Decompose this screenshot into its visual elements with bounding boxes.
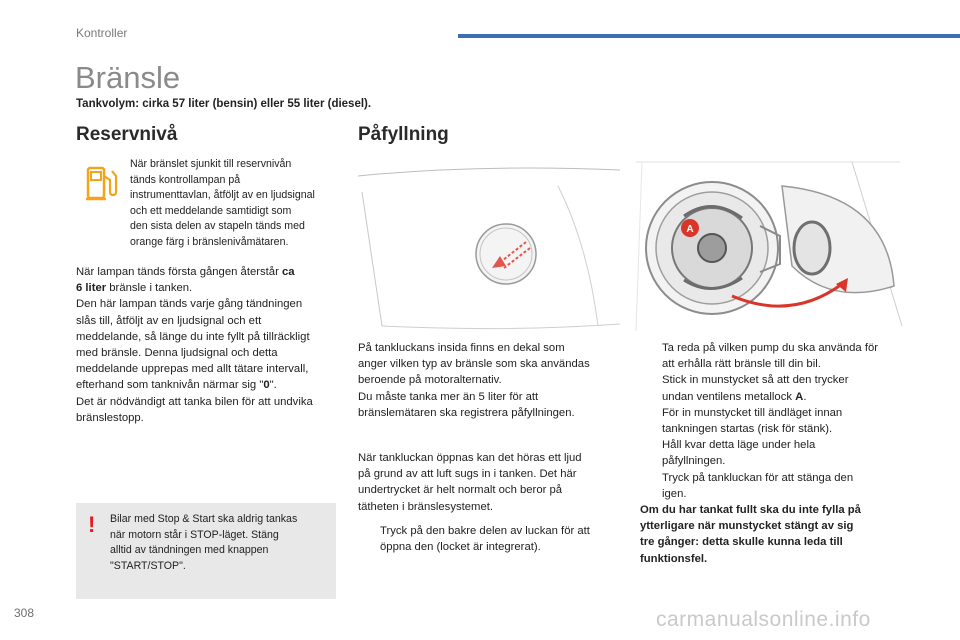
- refill-steps: [640, 340, 912, 567]
- list-item: [358, 523, 620, 555]
- reserve-body: [76, 264, 338, 426]
- tank-volume-subtitle: Tankvolym: cirka 57 liter (bensin) eller 55 liter (diesel).: [76, 98, 372, 110]
- step-2-end: .: [803, 390, 807, 403]
- refill-paragraph-1: På tankluckans insida finns en dekal som anger vilken typ av bränsle som ska användas beroende på motoralternativ. Du måste tanka mer än 5 liter för att bränslemätaren ska registrera påfyllningen.: [358, 342, 590, 419]
- fuel-flap-illustration: [358, 156, 620, 334]
- label-a: A: [686, 224, 694, 235]
- reserve-body-zero: 0: [263, 379, 270, 392]
- list-item: [640, 340, 912, 372]
- list-item: [640, 470, 912, 502]
- step-2-valve-label: A: [795, 390, 804, 403]
- list-item: [640, 372, 912, 404]
- page-title: Bränsle: [75, 60, 181, 95]
- refill-open-text: Tryck på den bakre delen av luckan för att öppna den (locket är integrerat).: [380, 525, 590, 554]
- refill-open-step: [358, 523, 620, 555]
- reserve-heading: Reservnivå: [76, 124, 178, 145]
- section-label: Kontroller: [76, 26, 128, 40]
- step-1-text: Ta reda på vilken pump du ska använda för att erhålla rätt bränsle till din bil.: [662, 342, 879, 371]
- page-number: 308: [14, 606, 35, 620]
- step-5-text: Tryck på tankluckan för att stänga den igen.: [662, 471, 854, 500]
- watermark: carmanualsonline.info: [656, 608, 871, 631]
- reserve-body-pre: När lampan tänds första gången återstår: [76, 266, 282, 278]
- list-item: [640, 405, 912, 437]
- warning-text: Bilar med Stop & Start ska aldrig tankas när motorn står i STOP-läget. Stäng alltid av tändningen med knappen "START/STOP".: [110, 513, 298, 572]
- refill-note: Om du har tankat fullt ska du inte fylla på ytterligare när munstycket stängt av sig tre gånger: detta skulle kunna leda till funktionsfel.: [640, 504, 861, 565]
- step-4-text: Håll kvar detta läge under hela påfyllningen.: [662, 439, 816, 468]
- refill-heading: Påfyllning: [358, 124, 449, 145]
- reserve-body-amount: ca 6 liter: [76, 266, 295, 295]
- fuel-filler-illustration: [632, 156, 904, 334]
- step-3-text: För in munstycket till ändläget innan tankningen startas (risk för stänk).: [662, 406, 843, 436]
- warning-icon: !: [88, 512, 96, 537]
- reserve-body-end: ". Det är nödvändigt att tanka bilen för att undvika bränslestopp.: [76, 379, 313, 424]
- reserve-intro: När bränslet sjunkit till reservnivån tänds kontrollampan på instrumenttavlan, åtföljt av en ljudsignal och ett meddelande samtidigt som den sista delen av stapeln tänds med orange färg i bränslenivåmätaren.: [130, 158, 315, 248]
- step-2-text: Stick in munstycket så att den trycker undan ventilens metallock: [662, 374, 849, 403]
- list-item: [640, 437, 912, 469]
- reserve-body-post: bränsle i tanken. Den här lampan tänds varje gång tändningen slås till, åtföljt av en ljudsignal och ett meddelande, så länge du inte fyllt på tillräckligt med bränsle. Denna ljudsignal och detta meddelande upprepas med allt tätare intervall, efterhand som tanknivån närmar sig ": [76, 282, 310, 392]
- refill-paragraph-2: När tankluckan öppnas kan det höras ett ljud på grund av att luft sugs in i tanken. Det här undertrycket är helt normalt och beror på tätheten i bränslesystemet.: [358, 452, 582, 513]
- header-rule: [458, 34, 960, 38]
- fuel-pump-icon: [84, 164, 120, 204]
